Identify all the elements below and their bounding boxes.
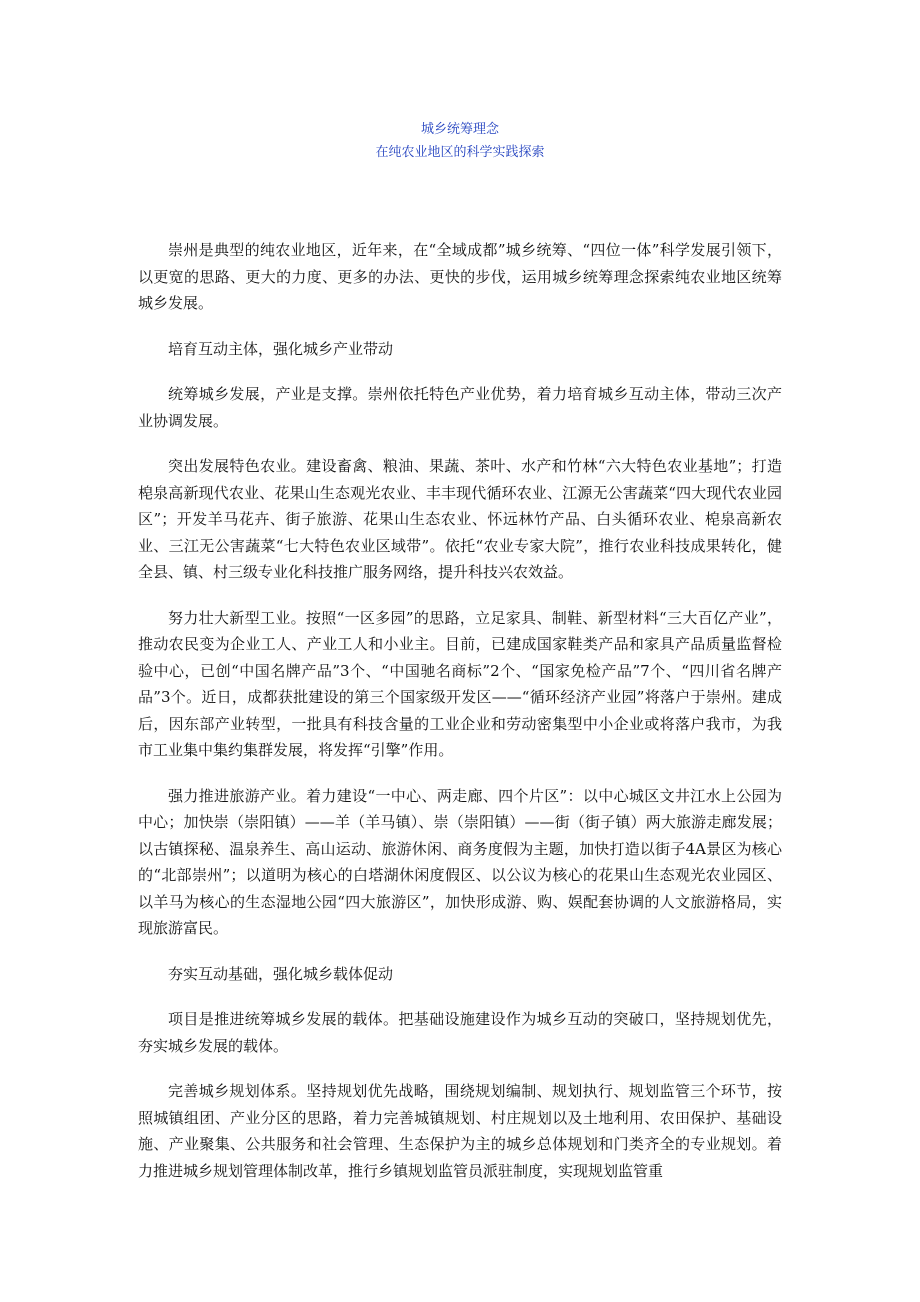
document-body <box>138 237 782 1203</box>
paragraph-tourism: 强力推进旅游产业。着力建设“一中心、两走廊、四个片区”：以中心城区文井江水上公园为中心；加快崇（崇阳镇）——羊（羊马镇）、崇（崇阳镇）——街（街子镇）两大旅游走廊发展；以古镇探秘、温泉养生、高山运动、旅游休闲、商务度假为主题，加快打造以街子4A景区为核心的“北部崇州”；以道明为核心的白塔湖休闲度假区、以公议为核心的花果山生态观光农业园区、以羊马为核心的生态湿地公园“四大旅游区”，加快形成游、购、娱配套协调的人文旅游格局，实现旅游富民。 <box>138 786 782 937</box>
title-line-2: 在纯农业地区的科学实践探索 <box>375 145 545 160</box>
section-heading-foundation: 夯实互动基础，强化城乡载体促动 <box>168 964 394 983</box>
paragraph-industry-overview: 统筹城乡发展，产业是支撑。崇州依托特色产业优势，着力培育城乡互动主体，带动三次产业协调发展。 <box>138 385 782 430</box>
title-line-1: 城乡统筹理念 <box>420 122 499 137</box>
paragraph-foundation-overview: 项目是推进统筹城乡发展的载体。把基础设施建设作为城乡互动的突破口，坚持规划优先，夯实城乡发展的载体。 <box>138 1010 782 1055</box>
paragraph-industry-new: 努力壮大新型工业。按照“一区多园”的思路，立足家具、制鞋、新型材料“三大百亿产业”，推动农民变为企业工人、产业工人和小业主。目前，已建成国家鞋类产品和家具产品质量监督检验中心，已创“中国名牌产品”3个、“中国驰名商标”2个、“国家免检产品”7个、“四川省名牌产品”3个。近日，成都获批建设的第三个国家级开发区——“循环经济产业园”将落户于崇州。建成后，因东部产业转型，一批具有科技含量的工业企业和劳动密集型中小企业或将落户我市，为我市工业集中集约集群发展，将发挥“引擎”作用。 <box>138 608 782 759</box>
paragraph-agriculture: 突出发展特色农业。建设畜禽、粮油、果蔬、茶叶、水产和竹林“六大特色农业基地”；打造梍泉高新现代农业、花果山生态观光农业、丰丰现代循环农业、江源无公害蔬菜“四大现代农业园区”；开发羊马花卉、街子旅游、花果山生态农业、怀远林竹产品、白头循环农业、梍泉高新农业、三江无公害蔬菜“七大特色农业区域带”。依托“农业专家大院”，推行农业科技成果转化，健全县、镇、村三级专业化科技推广服务网络，提升科技兴农效益。 <box>138 457 782 581</box>
paragraph-intro: 崇州是典型的纯农业地区，近年来，在“全域成都”城乡统筹、“四位一体”科学发展引领下，以更宽的思路、更大的力度、更多的办法、更快的步伐，运用城乡统筹理念探索纯农业地区统筹城乡发展。 <box>138 241 782 312</box>
section-heading-industry: 培育互动主体，强化城乡产业带动 <box>168 339 394 358</box>
document-title <box>0 118 920 164</box>
paragraph-planning: 完善城乡规划体系。坚持规划优先战略，围绕规划编制、规划执行、规划监管三个环节，按照城镇组团、产业分区的思路，着力完善城镇规划、村庄规划以及土地利用、农田保护、基础设施、产业聚集、公共服务和社会管理、生态保护为主的城乡总体规划和门类齐全的专业规划。着力推进城乡规划管理体制改革，推行乡镇规划监管员派驻制度，实现规划监管重 <box>138 1082 782 1180</box>
